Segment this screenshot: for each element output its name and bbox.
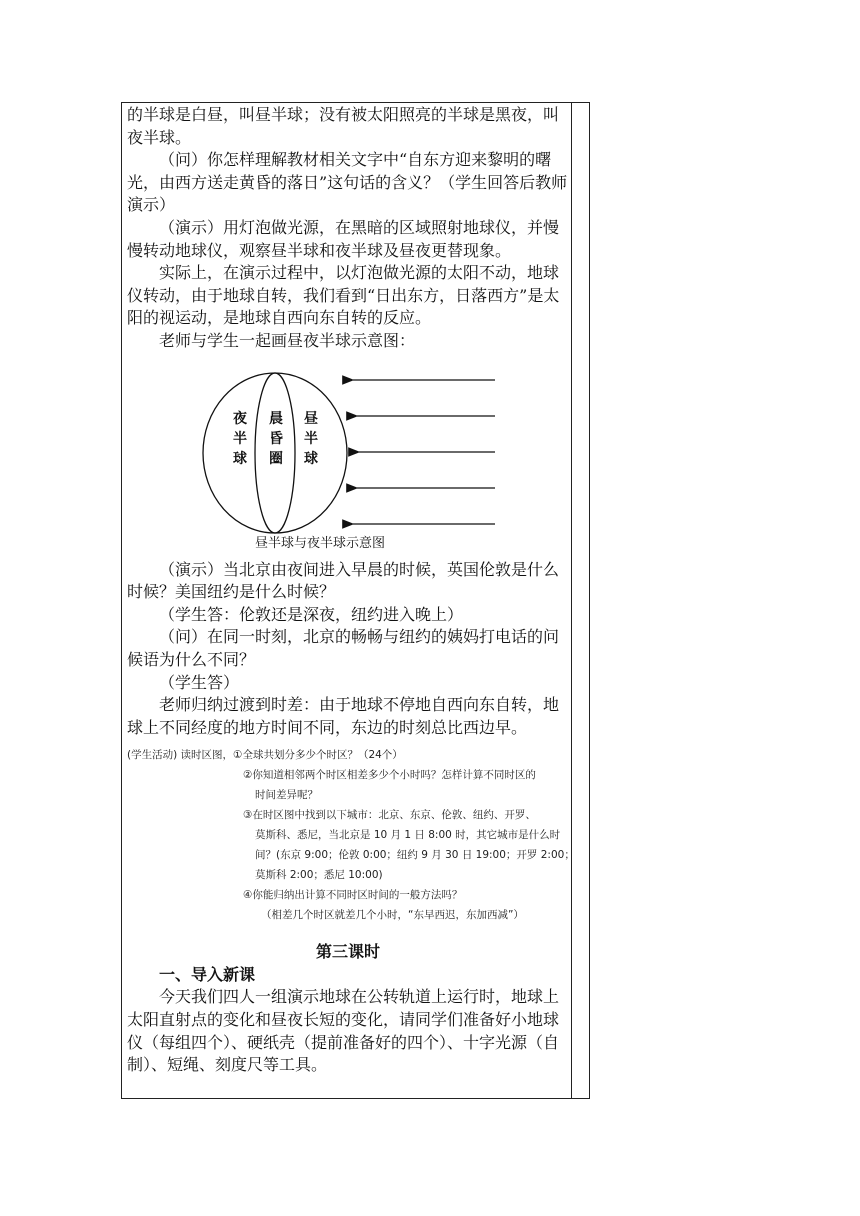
day-hemisphere-label: 昼半球 <box>304 410 318 467</box>
section-title: 第三课时 <box>315 942 380 962</box>
paragraph: 老师归纳过渡到时差：由于地球不停地自西向东自转，地球上不同经度的地方时间不同，东边的时刻总比西边早。 <box>127 695 560 737</box>
table-side-cell <box>571 102 590 1099</box>
paragraph: （问）你怎样理解教材相关文字中“自东方迎来黎明的曙光，由西方送走黄昏的落日”这句话的含义？（学生回答后教师演示） <box>127 150 568 215</box>
paragraph: 今天我们四人一组演示地球在公转轨道上运行时，地球上太阳直射点的变化和昼夜长短的变化，请同学们准备好小地球仪（每组四个）、硬纸壳（提前准备好的四个）、十字光源（自制）、短绳、刻度尺等工具。 <box>127 987 560 1075</box>
night-hemisphere-label: 夜半球 <box>233 410 247 467</box>
paragraph: （演示）用灯泡做光源，在黑暗的区域照射地球仪，并慢慢转动地球仪，观察昼半球和夜半球及昼夜更替现象。 <box>127 217 560 260</box>
activity-line: ②你知道相邻两个时区相差多少个小时吗？怎样计算不同时区的 <box>243 769 536 782</box>
paragraph: 老师与学生一起画昼夜半球示意图： <box>159 330 416 350</box>
student-activity-block <box>127 745 575 925</box>
figure-caption: 昼半球与夜半球示意图 <box>255 535 386 551</box>
paragraph: 实际上，在演示过程中，以灯泡做光源的太阳不动，地球仪转动，由于地球自转，我们看到“日出东方，日落西方”是太阳的视运动，是地球自西向东自转的反应。 <box>127 263 560 328</box>
activity-line: 时间差异呢？ <box>255 789 318 802</box>
activity-line: 间？(东京 9:00；伦敦 0:00；纽约 9 月 30 日 19:00；开罗 2:00； <box>255 849 575 862</box>
paragraph: 的半球是白昼，叫昼半球；没有被太阳照亮的半球是黑夜，叫夜半球。 <box>127 105 560 147</box>
activity-line: (学生活动) 读时区图，①全球共划分多少个时区？（24个） <box>127 749 403 762</box>
activity-line: 莫斯科、悉尼，当北京是 10 月 1 日 8:00 时，其它城市是什么时 <box>255 829 561 842</box>
activity-line: ④你能归纳出计算不同时区时间的一般方法吗？ <box>243 889 463 902</box>
globe-svg <box>127 357 569 557</box>
section-heading: 一、导入新课 <box>159 964 256 984</box>
paragraph: （问）在同一时刻，北京的畅畅与纽约的姨妈打电话的问候语为什么不同？ <box>127 627 560 669</box>
document-body <box>127 104 575 1077</box>
paragraph: （学生答：伦敦还是深夜，纽约进入晚上） <box>159 604 464 624</box>
paragraph: （学生答） <box>159 672 240 692</box>
activity-line: 莫斯科 2:00；悉尼 10:00) <box>255 869 383 882</box>
activity-line: （相差几个时区就差几个小时，“东早西迟，东加西减”） <box>261 909 524 922</box>
activity-line: ③在时区图中找到以下城市：北京、东京、伦敦、纽约、开罗、 <box>243 809 536 822</box>
terminator-label: 晨昏圈 <box>269 410 283 467</box>
day-night-diagram <box>127 357 569 557</box>
paragraph: （演示）当北京由夜间进入早晨的时候，英国伦敦是什么时候？美国纽约是什么时候？ <box>127 559 560 602</box>
